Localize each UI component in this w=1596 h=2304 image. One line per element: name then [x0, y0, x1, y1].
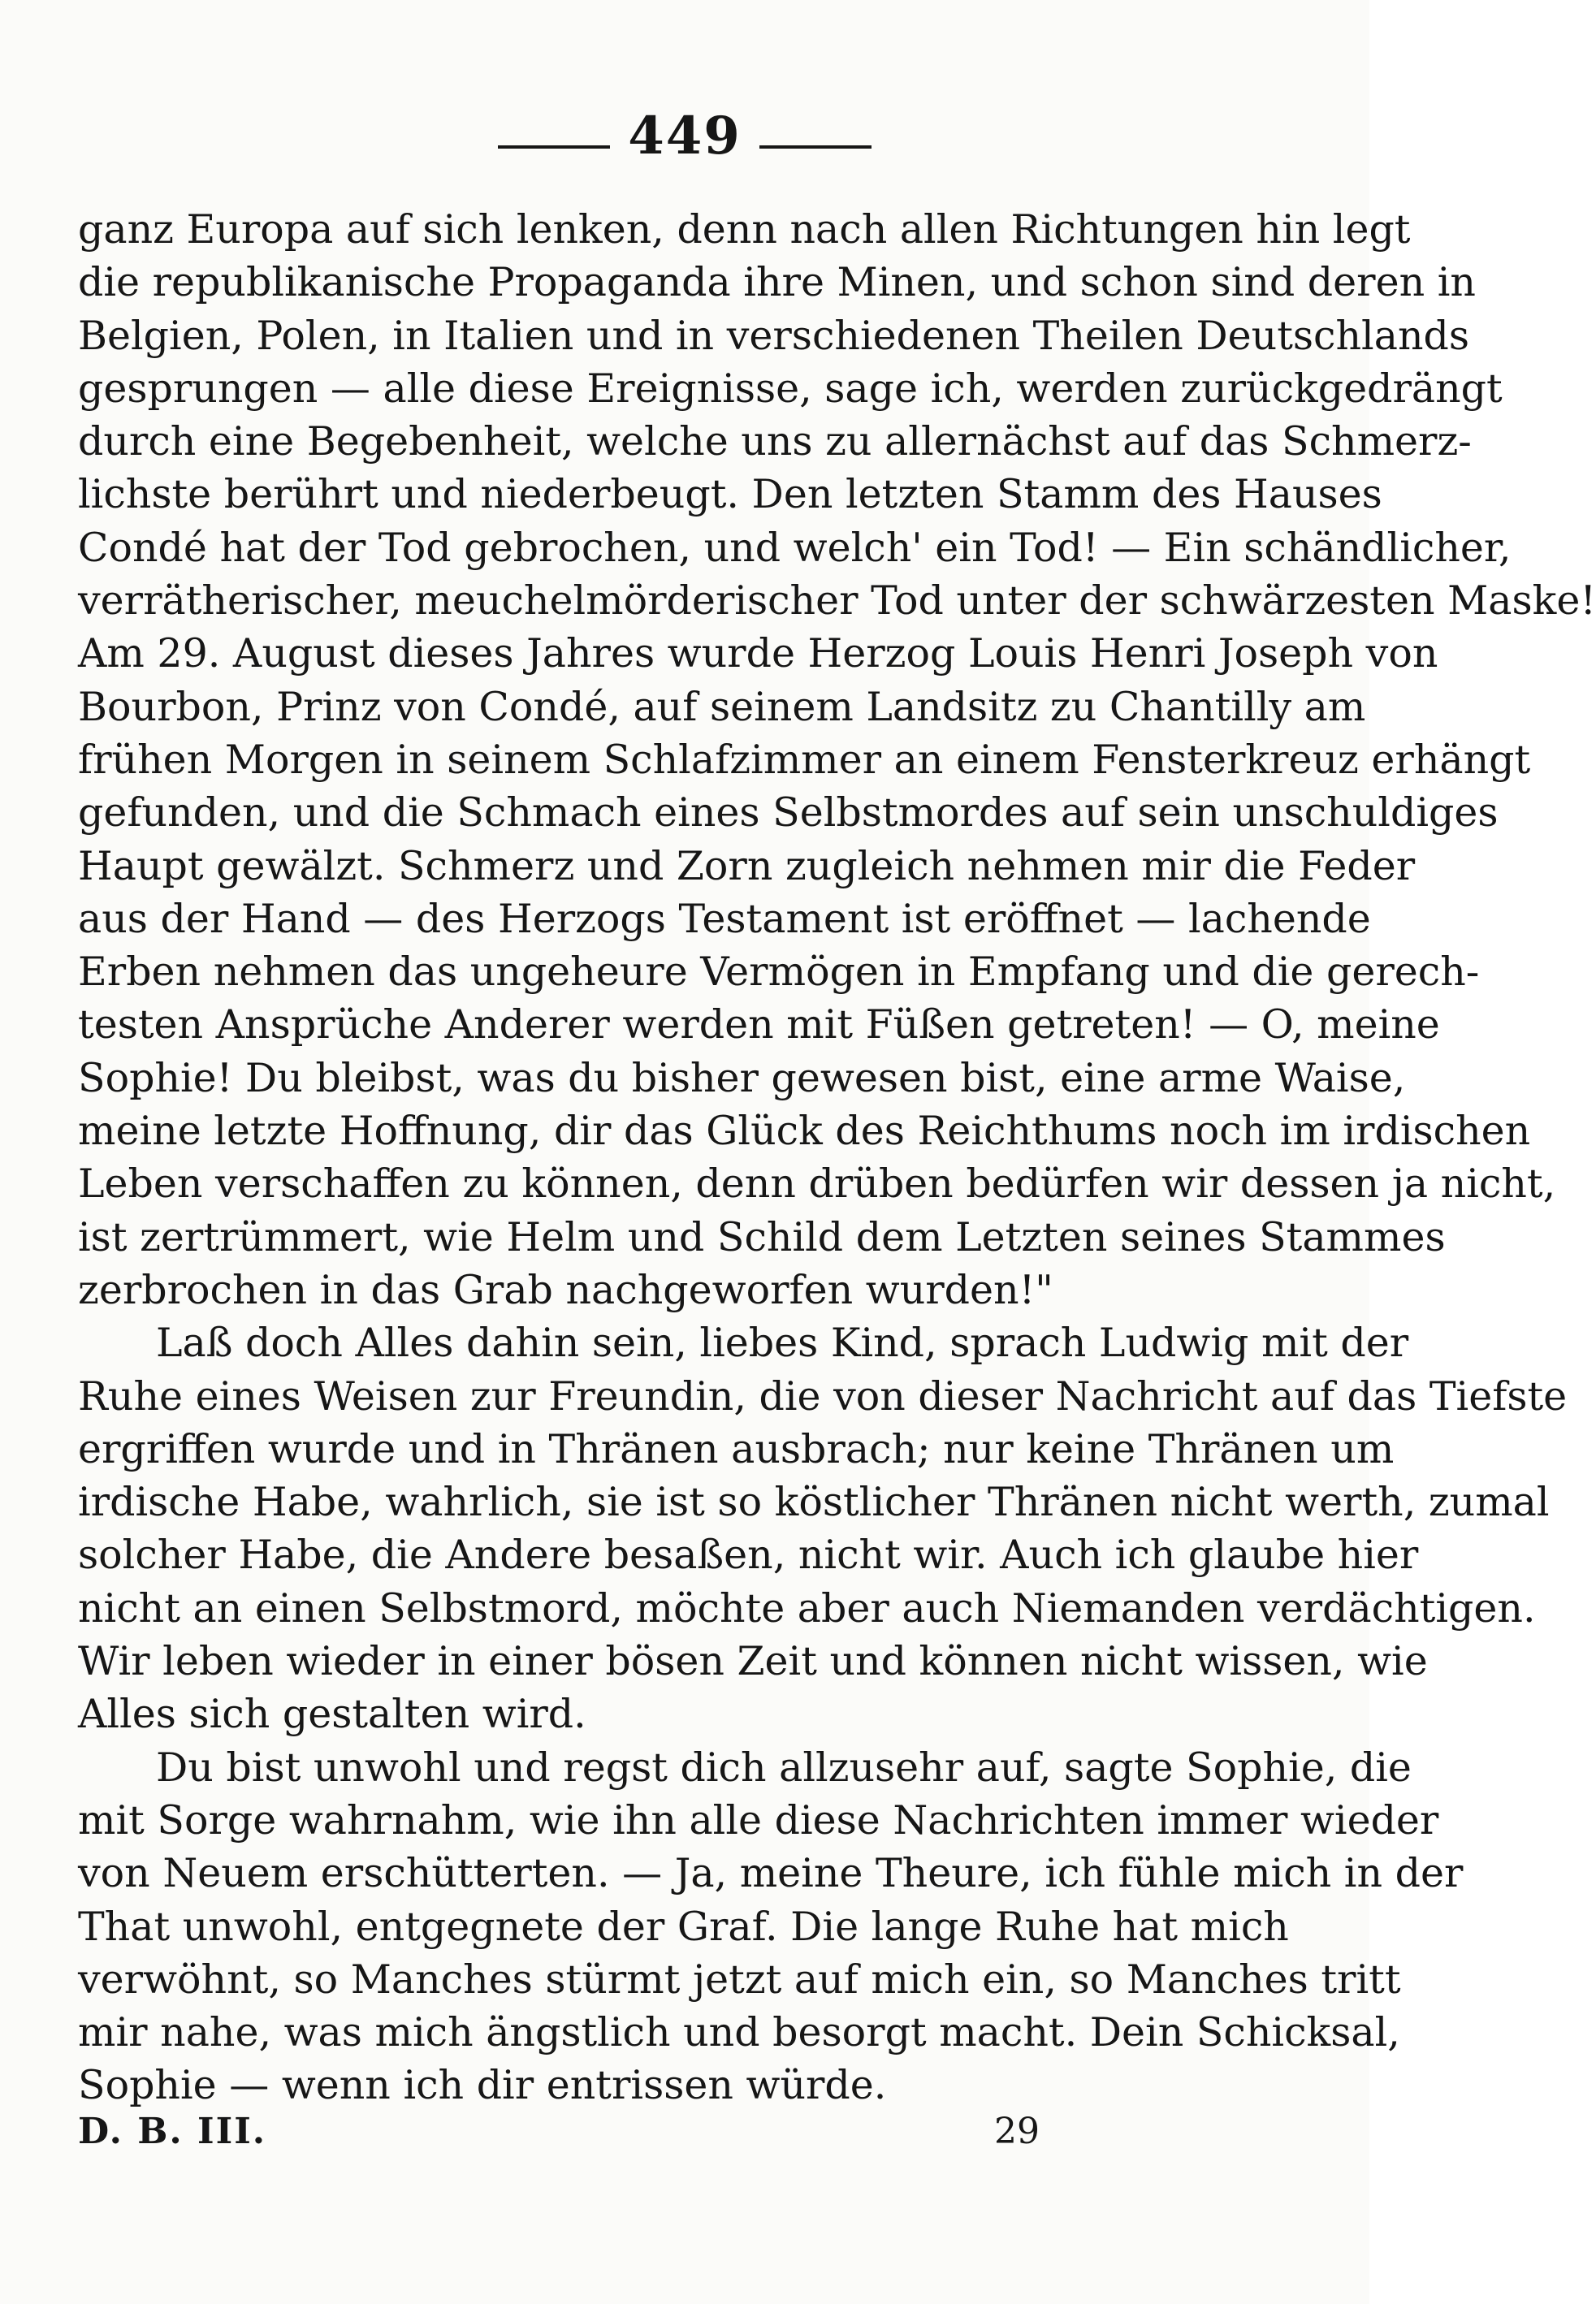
text-line: zerbrochen in das Grab nachgeworfen wurden!" [78, 1266, 1053, 1313]
text-line: Bourbon, Prinz von Condé, auf seinem Landsitz zu Chantilly am [78, 683, 1366, 730]
text-line: ganz Europa auf sich lenken, denn nach allen Richtungen hin legt [78, 206, 1411, 253]
text-line: gesprungen — alle diese Ereignisse, sage ich, werden zurückgedrängt [78, 365, 1503, 412]
page-footer [78, 2103, 1257, 2160]
text-line: lichste berührt und niederbeugt. Den letzten Stamm des Hauses [78, 471, 1382, 518]
text-line: Alles sich gestalten wird. [78, 1691, 586, 1738]
text-line: mir nahe, was mich ängstlich und besorgt macht. Dein Schicksal, [78, 2009, 1400, 2056]
text-line: meine letzte Hoffnung, dir das Glück des Reichthums noch im irdischen [78, 1108, 1531, 1155]
text-line: Wir leben wieder in einer bösen Zeit und können nicht wissen, wie [78, 1638, 1428, 1685]
text-line: That unwohl, entgegnete der Graf. Die lange Ruhe hat mich [78, 1903, 1289, 1950]
text-line: solcher Habe, die Andere besaßen, nicht wir. Auch ich glaube hier [78, 1532, 1419, 1579]
header-dash-right [759, 145, 872, 149]
signature-mark: D. B. III. [78, 2111, 267, 2152]
text-line: Sophie! Du bleibst, was du bisher gewesen bist, eine arme Waise, [78, 1054, 1406, 1101]
text-line: von Neuem erschütterten. — Ja, meine Theure, ich fühle mich in der [78, 1850, 1464, 1897]
text-line: Leben verschaffen zu können, denn drüben bedürfen wir dessen ja nicht, [78, 1161, 1556, 1208]
text-line: Am 29. August dieses Jahres wurde Herzog Louis Henri Joseph von [78, 630, 1438, 677]
page-header [0, 104, 1369, 169]
sheet-number: 29 [994, 2111, 1040, 2152]
text-line: Laß doch Alles dahin sein, liebes Kind, sprach Ludwig mit der [156, 1320, 1409, 1367]
text-line: Sophie — wenn ich dir entrissen würde. [78, 2062, 887, 2109]
text-line: durch eine Begebenheit, welche uns zu allernächst auf das Schmerz- [78, 418, 1472, 465]
header-dash-left [498, 145, 610, 149]
text-line: mit Sorge wahrnahm, wie ihn alle diese Nachrichten immer wieder [78, 1796, 1439, 1844]
text-line: ergriffen wurde und in Thränen ausbrach; nur keine Thränen um [78, 1425, 1395, 1472]
text-line: Ruhe eines Weisen zur Freundin, die von dieser Nachricht auf das Tiefste [78, 1372, 1568, 1420]
text-line: die republikanische Propaganda ihre Minen, und schon sind deren in [78, 259, 1476, 306]
text-line: Du bist unwohl und regst dich allzusehr auf, sagte Sophie, die [156, 1744, 1412, 1791]
text-line: Haupt gewälzt. Schmerz und Zorn zugleich nehmen mir die Feder [78, 842, 1416, 889]
text-line: verrätherischer, meuchelmörderischer Tod unter der schwärzesten Maske! [78, 577, 1596, 625]
text-line: testen Ansprüche Anderer werden mit Füßen getreten! — O, meine [78, 1001, 1440, 1048]
text-line: verwöhnt, so Manches stürmt jetzt auf mich ein, so Manches tritt [78, 1956, 1401, 2003]
text-line: nicht an einen Selbstmord, möchte aber auch Niemanden verdächtigen. [78, 1584, 1536, 1632]
page-number: 449 [628, 106, 742, 166]
body-text [78, 203, 1596, 2112]
text-line: aus der Hand — des Herzogs Testament ist eröffnet — lachende [78, 895, 1371, 942]
text-line: Erben nehmen das ungeheure Vermögen in Empfang und die gerech- [78, 949, 1480, 996]
text-line: irdische Habe, wahrlich, sie ist so köstlicher Thränen nicht werth, zumal [78, 1479, 1550, 1526]
text-line: Belgien, Polen, in Italien und in verschiedenen Theilen Deutschlands [78, 312, 1470, 359]
text-line: gefunden, und die Schmach eines Selbstmordes auf sein unschuldiges [78, 789, 1499, 836]
text-line: frühen Morgen in seinem Schlafzimmer an einem Fensterkreuz erhängt [78, 736, 1531, 783]
text-line: Condé hat der Tod gebrochen, und welch' ein Tod! — Ein schändlicher, [78, 524, 1512, 571]
text-line: ist zertrümmert, wie Helm und Schild dem Letzten seines Stammes [78, 1213, 1446, 1260]
